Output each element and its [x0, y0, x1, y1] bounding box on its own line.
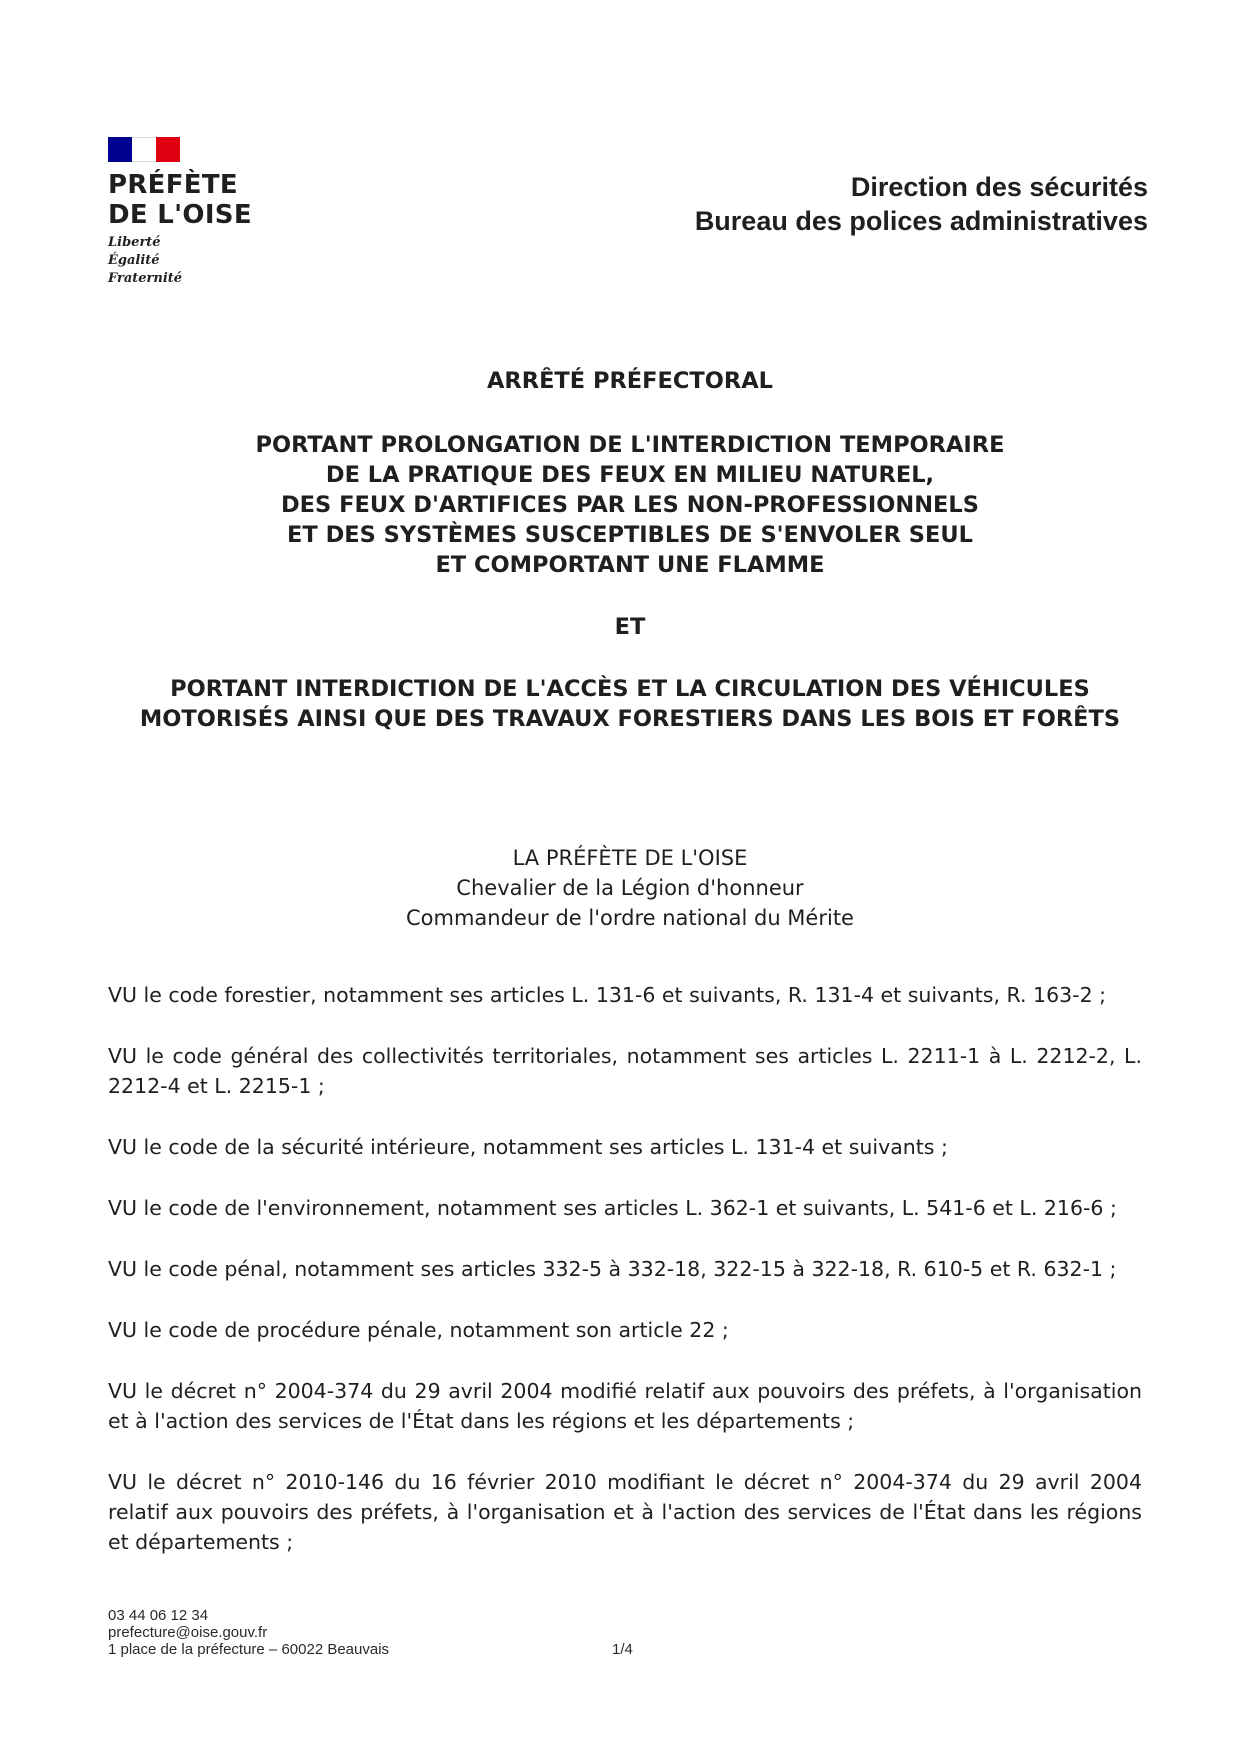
arrete-heading: ARRÊTÉ PRÉFECTORAL — [487, 368, 773, 394]
footer-email: prefecture@oise.gouv.fr — [108, 1624, 268, 1641]
visa-paragraph: VU le code forestier, notamment ses articles L. 131-6 et suivants, R. 131-4 et suivants, R. 163-2 ; — [108, 983, 1107, 1007]
flag-white-band — [132, 137, 156, 162]
visa-paragraph: VU le code de l'environnement, notamment ses articles L. 362-1 et suivants, L. 541-6 et L. 216-6 ; — [108, 1196, 1117, 1220]
subject-heading-1 — [60, 430, 1200, 580]
authority-distinction: Chevalier de la Légion d'honneur — [456, 876, 804, 900]
visa-paragraph: VU le code de la sécurité intérieure, notamment ses articles L. 131-4 et suivants ; — [108, 1135, 948, 1159]
subject1-line: PORTANT PROLONGATION DE L'INTERDICTION TEMPORAIRE — [255, 432, 1005, 458]
republic-flag-icon — [108, 137, 180, 162]
subject1-line: DE LA PRATIQUE DES FEUX EN MILIEU NATUREL, — [325, 462, 935, 488]
prefecture-name-line2: DE L'OISE — [108, 200, 252, 230]
contact-footer — [108, 1607, 389, 1658]
subject1-line: DES FEUX D'ARTIFICES PAR LES NON-PROFESSIONNELS — [281, 492, 979, 518]
conjunction-heading — [60, 612, 1200, 642]
flag-blue-band — [108, 137, 132, 162]
subject1-line: ET COMPORTANT UNE FLAMME — [435, 552, 825, 578]
page-number: 1/4 — [612, 1641, 633, 1658]
service-header — [695, 170, 1148, 238]
authority-distinction: Commandeur de l'ordre national du Mérite — [406, 906, 854, 930]
authority-name: LA PRÉFÈTE DE L'OISE — [512, 846, 748, 870]
flag-red-band — [156, 137, 180, 162]
motto-fraternite: Fraternité — [108, 271, 183, 286]
direction-name: Direction des sécurités — [850, 172, 1148, 202]
visa-paragraph: VU le décret n° 2004-374 du 29 avril 2004 modifié relatif aux pouvoirs des préfets, à l'organisation et à l'action des services de l'État dans les régions et les départements ; — [108, 1379, 1142, 1433]
motto-egalite: Égalité — [108, 253, 160, 268]
motto-liberte: Liberté — [108, 235, 161, 250]
footer-phone: 03 44 06 12 34 — [108, 1607, 209, 1624]
issuing-authority — [60, 843, 1200, 933]
conjunction-text: ET — [614, 614, 646, 640]
bureau-name: Bureau des polices administratives — [694, 206, 1148, 236]
subject2-line: PORTANT INTERDICTION DE L'ACCÈS ET LA CIRCULATION DES VÉHICULES — [170, 676, 1090, 702]
republic-motto — [108, 234, 308, 288]
document-type-title — [60, 366, 1200, 396]
prefecture-name-line1: PRÉFÈTE — [108, 170, 238, 200]
footer-address: 1 place de la préfecture – 60022 Beauvais — [108, 1641, 390, 1658]
visa-paragraph: VU le code de procédure pénale, notamment son article 22 ; — [108, 1318, 729, 1342]
visa-paragraph: VU le code général des collectivités territoriales, notamment ses articles L. 2211-1 à L. 2212-2, L. 2212-4 et L. 2215-1 ; — [108, 1044, 1142, 1098]
subject2-line: MOTORISÉS AINSI QUE DES TRAVAUX FORESTIERS DANS LES BOIS ET FORÊTS — [139, 706, 1121, 732]
visa-paragraph: VU le code pénal, notamment ses articles 332-5 à 332-18, 322-15 à 322-18, R. 610-5 et R. 632-1 ; — [108, 1257, 1117, 1281]
subject-heading-2 — [60, 674, 1200, 734]
subject1-line: ET DES SYSTÈMES SUSCEPTIBLES DE S'ENVOLER SEUL — [287, 522, 973, 548]
visa-paragraph: VU le décret n° 2010-146 du 16 février 2010 modifiant le décret n° 2004-374 du 29 avril 2004 relatif aux pouvoirs des préfets, à l'organisation et à l'action des services de l'État dans les régions et départements ; — [108, 1470, 1142, 1554]
prefecture-logo — [108, 137, 308, 288]
prefecture-name — [108, 170, 308, 230]
visas-list — [108, 980, 1142, 1557]
